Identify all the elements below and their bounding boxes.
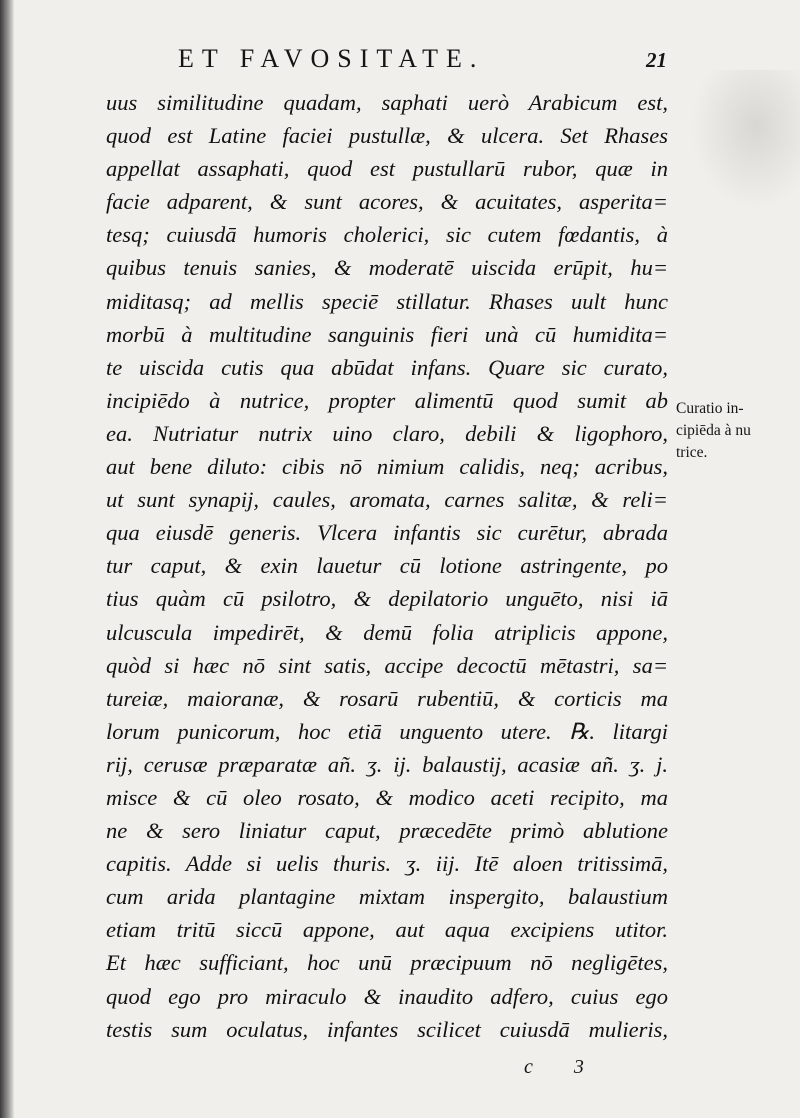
text-line: testis sum oculatus, infantes scilicet cuiusdā mulieris, bbox=[106, 1016, 668, 1042]
text-line: ne & sero liniatur caput, præcedēte primò ablutione bbox=[106, 818, 668, 844]
text-line: ea. Nutriatur nutrix uino claro, debili & ligophoro, bbox=[106, 420, 668, 446]
text-line: facie adparent, & sunt acores, & acuitates, asperita= bbox=[106, 189, 668, 215]
text-line: appellat assaphati, quod est pustullarū rubor, quæ in bbox=[106, 156, 668, 182]
text-line: ut sunt synapij, caules, aromata, carnes salitæ, & reli= bbox=[106, 487, 668, 513]
margin-note-line: Curatio in- bbox=[676, 400, 744, 417]
text-line: qua eiusdē generis. Vlcera infantis sic curētur, abrada bbox=[106, 520, 668, 546]
text-line: aut bene diluto: cibis nō nimium calidis, neq; acribus, bbox=[106, 454, 668, 480]
page-number: 21 bbox=[646, 48, 667, 72]
binding-shadow bbox=[0, 0, 14, 1118]
text-line: te uiscida cutis qua abūdat infans. Quare sic curato, bbox=[106, 354, 668, 380]
text-line: quod ego pro miraculo & inaudito adfero, cuius ego bbox=[106, 983, 668, 1009]
text-line: quod est Latine faciei pustullæ, & ulcera. Set Rhases bbox=[106, 123, 668, 149]
text-line: ulcuscula impedirēt, & demū folia atriplicis appone, bbox=[106, 619, 668, 645]
text-line: tureiæ, maioranæ, & rosarū rubentiū, & corticis ma bbox=[106, 685, 668, 711]
text-line: morbū à multitudine sanguinis fieri unà cū humidita= bbox=[106, 321, 668, 347]
text-line: uus similitudine quadam, saphati uerò Arabicum est, bbox=[106, 90, 668, 115]
running-title: ET FAVOSITATE. bbox=[178, 44, 485, 73]
text-line: cum arida plantagine mixtam inspergito, balaustium bbox=[106, 884, 668, 910]
margin-note-line: cipiēda à nu bbox=[676, 422, 751, 439]
text-line: capitis. Adde si uelis thuris. ʒ. iij. Itē aloen tritissimā, bbox=[106, 851, 668, 877]
text-line: quòd si hæc nō sint satis, accipe decoctū mētastri, sa= bbox=[106, 652, 668, 678]
text-line: tius quàm cū psilotro, & depilatorio unguēto, nisi iā bbox=[106, 586, 668, 612]
text-line: rij, cerusæ præparatæ añ. ʒ. ij. balaustij, acasiæ añ. ʒ. j. bbox=[106, 751, 668, 777]
text-line: miditasq; ad mellis speciē stillatur. Rhases uult hunc bbox=[106, 288, 668, 314]
margin-note bbox=[676, 398, 794, 464]
text-line: Et hæc sufficiant, hoc unū præcipuum nō negligētes, bbox=[106, 950, 668, 976]
show-through-smudge bbox=[690, 70, 800, 210]
text-line: tesq; cuiusdā humoris cholerici, sic cutem fœdantis, à bbox=[106, 222, 668, 248]
text-line: lorum punicorum, hoc etiā unguento utere. ℞. litargi bbox=[106, 718, 668, 744]
body-text bbox=[96, 86, 668, 1046]
signature-mark: c 3 bbox=[524, 1056, 602, 1078]
text-line: quibus tenuis sanies, & moderatē uiscida erūpit, hu= bbox=[106, 255, 668, 281]
text-line: etiam tritū siccū appone, aut aqua excipiens utitor. bbox=[106, 917, 668, 943]
text-line: incipiēdo à nutrice, propter alimentū quod sumit ab bbox=[106, 387, 668, 413]
text-line: tur caput, & exin lauetur cū lotione astringente, po bbox=[106, 553, 668, 579]
text-line: misce & cū oleo rosato, & modico aceti recipito, ma bbox=[106, 784, 668, 810]
margin-note-line: trice. bbox=[676, 444, 708, 461]
